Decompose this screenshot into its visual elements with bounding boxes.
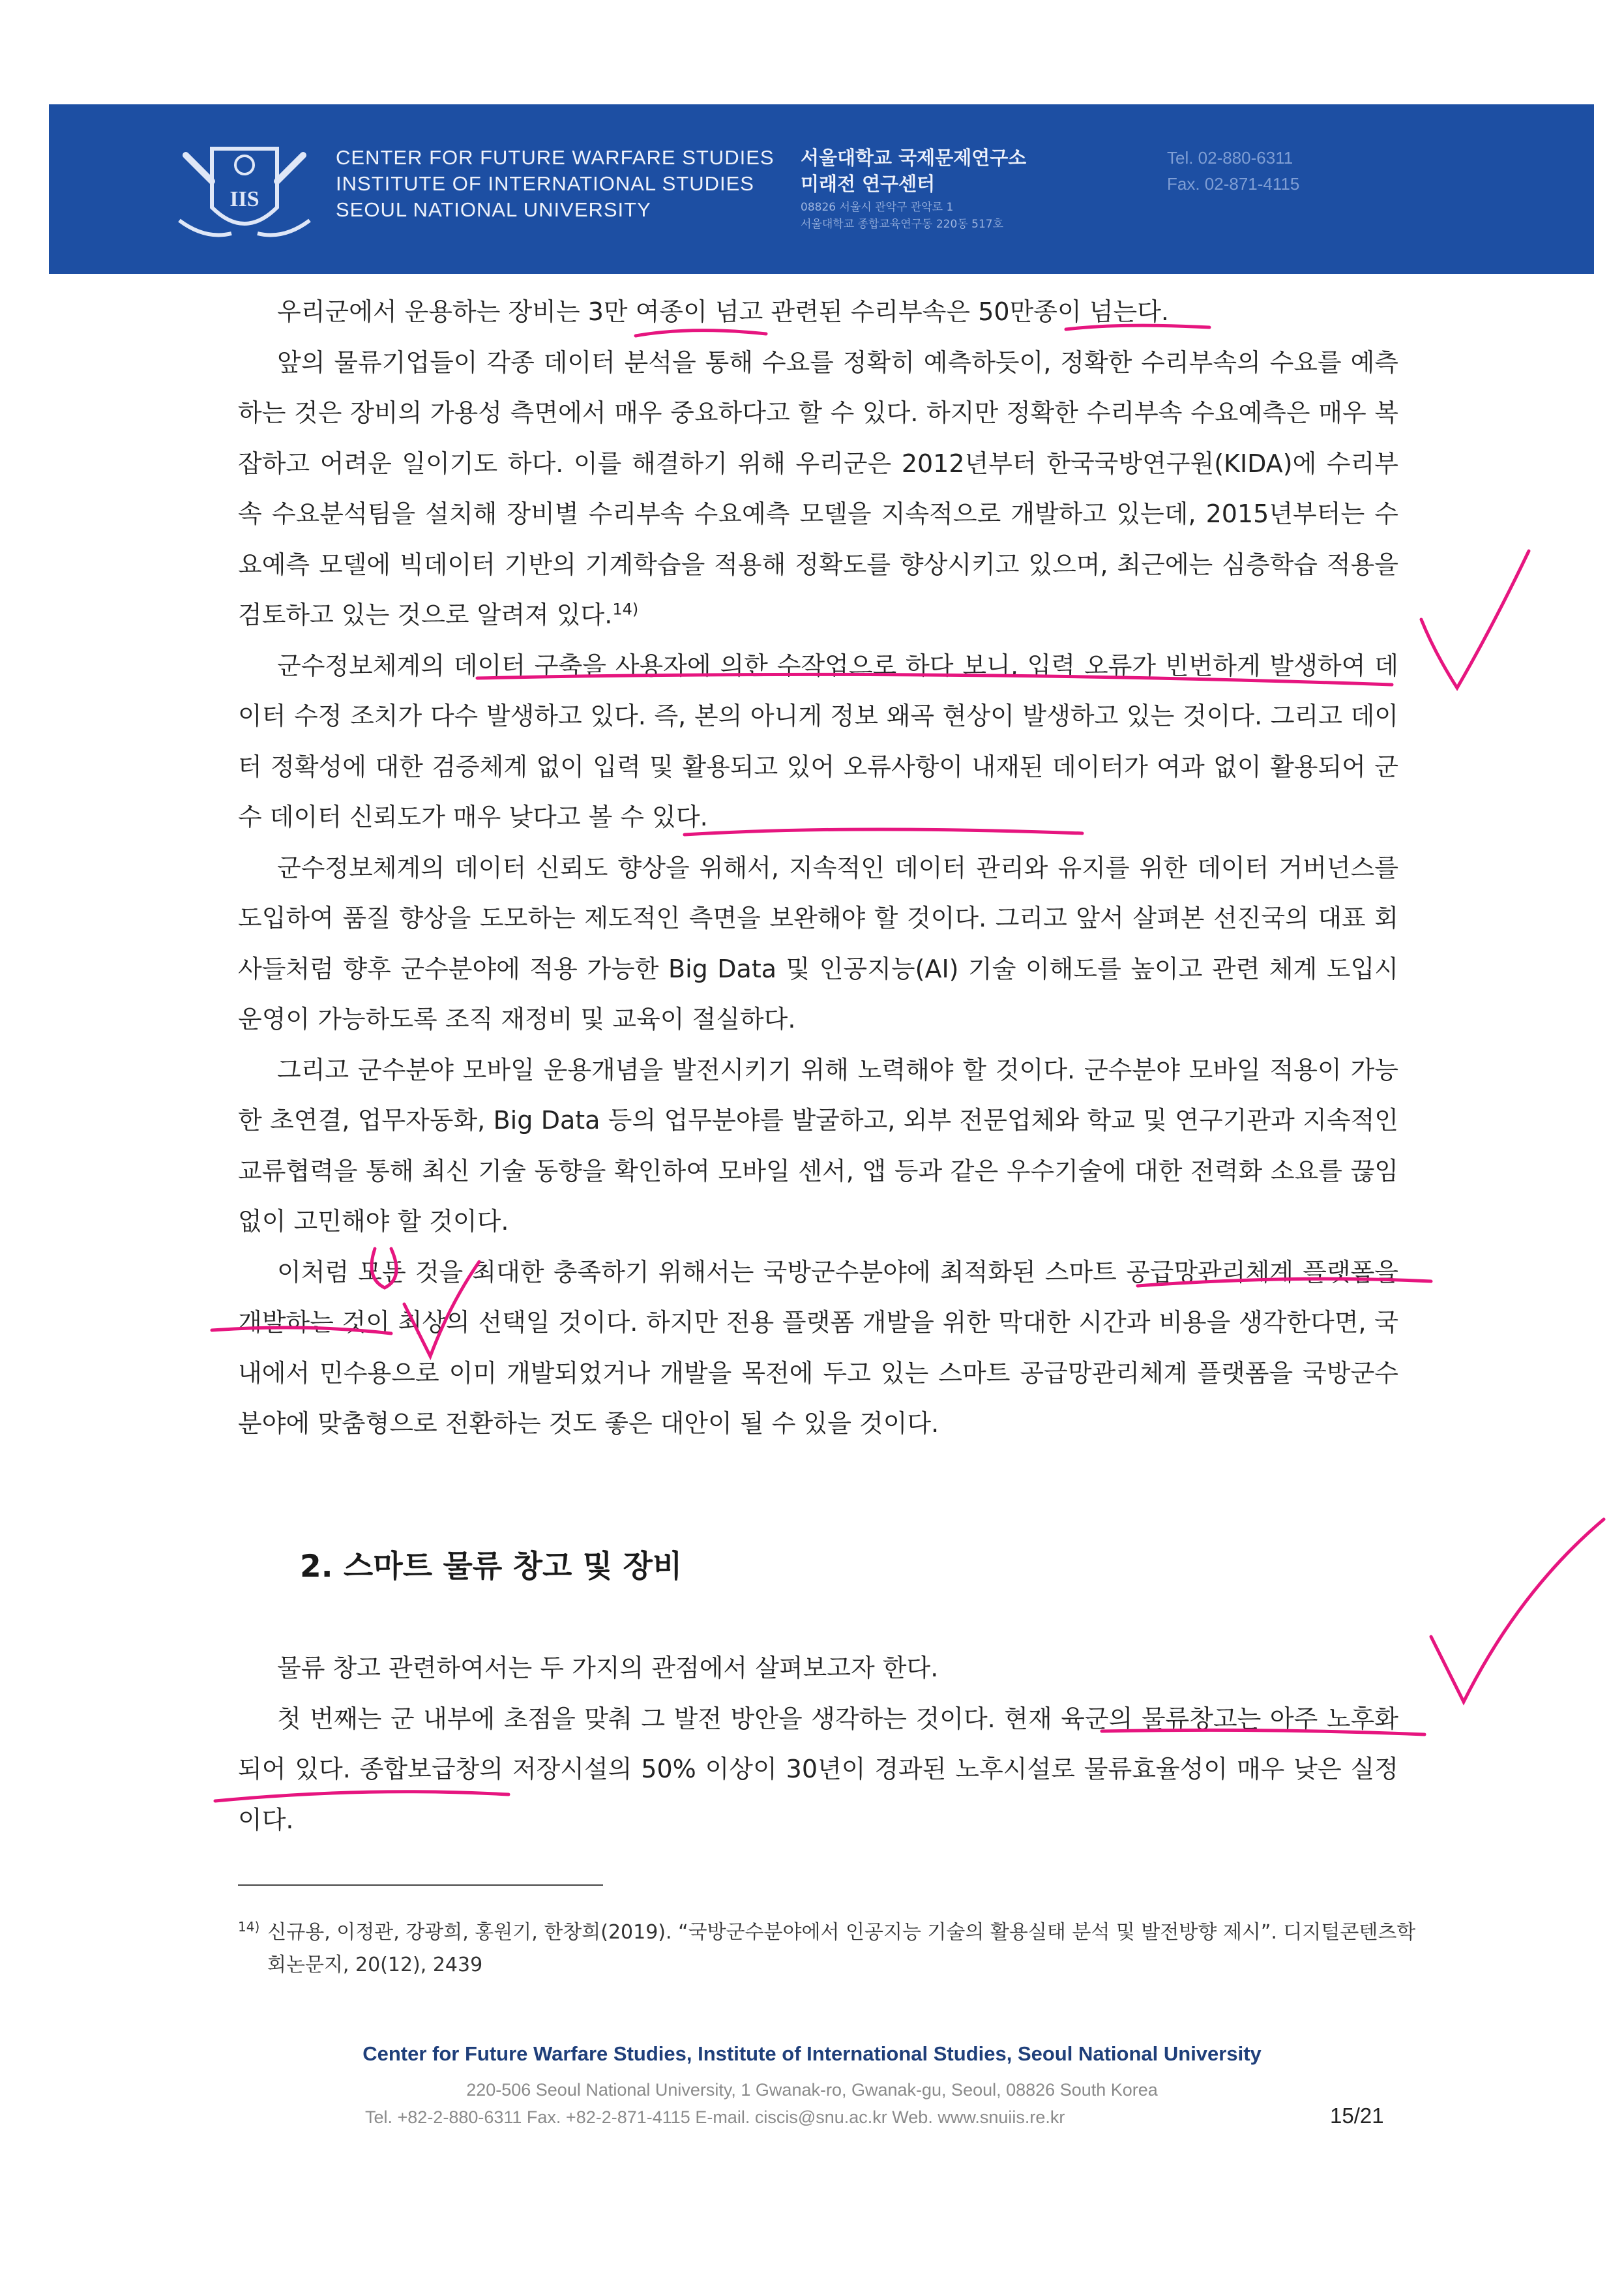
header-korean-address <box>801 199 1003 233</box>
footnote-text: 신규용, 이정관, 강광희, 홍원기, 한창희(2019). “국방군수분야에서 인공지능 기술의 활용실태 분석 및 발전방향 제시”. 디지털콘텐츠학회논문지, 20(12), 2439 <box>267 1921 1416 1976</box>
paragraph: 군수정보체계의 데이터 신뢰도 향상을 위해서, 지속적인 데이터 관리와 유지를 위한 데이터 거버넌스를 도입하여 품질 향상을 도모하는 제도적인 측면을 보완해야 할 것이다. 그리고 앞서 살펴본 선진국의 대표 회사들처럼 향후 군수분야에 적용 가능한 Big Data 및 인공지능(AI) 기술 이해도를 높이고 관련 체계 도입시 운영이 가능하도록 조직 재정비 및 교육이 절실하다. <box>238 853 1398 1033</box>
header-en-line: SEOUL NATIONAL UNIVERSITY <box>336 198 651 221</box>
header-english-block <box>336 145 775 223</box>
body-text <box>238 287 1398 1450</box>
institute-logo <box>166 136 323 246</box>
paragraph: 이처럼 모든 것을 최대한 충족하기 위해서는 국방군수분야에 최적화된 스마트 공급망관리체계 플랫폼을 개발하는 것이 최상의 선택일 것이다. 하지만 전용 플랫폼 개발을 위한 막대한 시간과 비용을 생각한다면, 국내에서 민수용으로 이미 개발되었거나 개발을 목전에 두고 있는 스마트 공급망관리체계 플랫폼을 국방군수분야에 맞춤형으로 전환하는 것도 좋은 대안이 될 수 있을 것이다. <box>238 1257 1398 1438</box>
paragraph: 첫 번째는 군 내부에 초점을 맞춰 그 발전 방안을 생각하는 것이다. 현재 육군의 물류창고는 아주 노후화 되어 있다. 종합보급창의 저장시설의 50% 이상이 30년이 경과된 노후시설로 물류효율성이 매우 낮은 실정이다. <box>238 1704 1398 1834</box>
footnote <box>238 1911 1428 1982</box>
footnote-reference: 14) <box>612 600 639 619</box>
paragraph: 물류 창고 관련하여서는 두 가지의 관점에서 살펴보고자 한다. <box>277 1654 939 1682</box>
paragraph: 우리군에서 운용하는 장비는 3만 여종이 넘고 관련된 수리부속은 50만종이 넘는다. <box>277 297 1169 326</box>
footnote-mark: 14) <box>238 1919 260 1935</box>
paragraph: 군수정보체계의 데이터 구축을 사용자에 의한 수작업으로 하다 보니, 입력 오류가 빈번하게 발생하여 데이터 수정 조치가 다수 발생하고 있다. 즉, 본의 아니게 정보 왜곡 현상이 발생하고 있는 것이다. 그리고 데이터 정확성에 대한 검증체계 없이 입력 및 활용되고 있어 오류사항이 내재된 데이터가 여과 없이 활용되어 군수 데이터 신뢰도가 매우 낮다고 볼 수 있다. <box>238 651 1398 831</box>
paragraph-text: 앞의 물류기업들이 각종 데이터 분석을 통해 수요를 정확히 예측하듯이, 정확한 수리부속의 수요를 예측하는 것은 장비의 가용성 측면에서 매우 중요하다고 할 수 있다. 하지만 정확한 수리부속 수요예측은 매우 복잡하고 어려운 일이기도 하다. 이를 해결하기 위해 우리군은 2012년부터 한국국방연구원(KIDA)에 수리부속 수요분석팀을 설치해 장비별 수리부속 수요예측 모델을 지속적으로 개발하고 있는데, 2015년부터는 수요예측 모델에 빅데이터 기반의 기계학습을 적용해 정확도를 향상시키고 있으며, 최근에는 심층학습 적용을 검토하고 있는 것으로 알려져 있다. <box>238 348 1398 629</box>
logo-text: IIS <box>229 187 259 211</box>
footnote-divider <box>238 1884 603 1886</box>
section-heading: 2. 스마트 물류 창고 및 장비 <box>300 1549 683 1584</box>
header-contact <box>1167 145 1299 197</box>
page-number: 15/21 <box>1330 2104 1384 2128</box>
header-en-line: INSTITUTE OF INTERNATIONAL STUDIES <box>336 172 754 195</box>
footer-contact: Tel. +82-2-880-6311 Fax. +82-2-871-4115 E-mail. ciscis@snu.ac.kr Web. www.snuiis.re.kr <box>365 2107 1065 2127</box>
paragraph: 그리고 군수분야 모바일 운용개념을 발전시키기 위해 노력해야 할 것이다. 군수분야 모바일 적용이 가능한 초연결, 업무자동화, Big Data 등의 업무분야를 발굴하고, 외부 전문업체와 학교 및 연구기관과 지속적인 교류협력을 통해 최신 기술 동향을 확인하여 모바일 센서, 앱 등과 같은 우수기술에 대한 전력화 소요를 끊임없이 고민해야 할 것이다. <box>238 1055 1398 1236</box>
header-ko-line: 서울대학교 국제문제연구소 <box>801 147 1027 169</box>
header-ko-address-line: 서울대학교 종합교육연구동 220동 517호 <box>801 218 1004 231</box>
header-korean-block <box>801 145 1026 197</box>
header-ko-line: 미래전 연구센터 <box>801 173 936 195</box>
section-body <box>238 1643 1398 1845</box>
paragraph <box>238 338 1398 641</box>
header-ko-address-line: 08826 서울시 관악구 관악로 1 <box>801 201 954 214</box>
footer-address: 220-506 Seoul National University, 1 Gwanak-ro, Gwanak-gu, Seoul, 08826 South Korea <box>466 2080 1158 2100</box>
check-mark <box>1431 1519 1604 1702</box>
footer-institution: Center for Future Warfare Studies, Institute of International Studies, Seoul National University <box>362 2042 1262 2065</box>
header-fax: Fax. 02-871-4115 <box>1167 174 1300 194</box>
check-mark <box>1421 551 1529 688</box>
header-tel: Tel. 02-880-6311 <box>1167 148 1293 168</box>
header-en-line: CENTER FOR FUTURE WARFARE STUDIES <box>336 146 775 169</box>
